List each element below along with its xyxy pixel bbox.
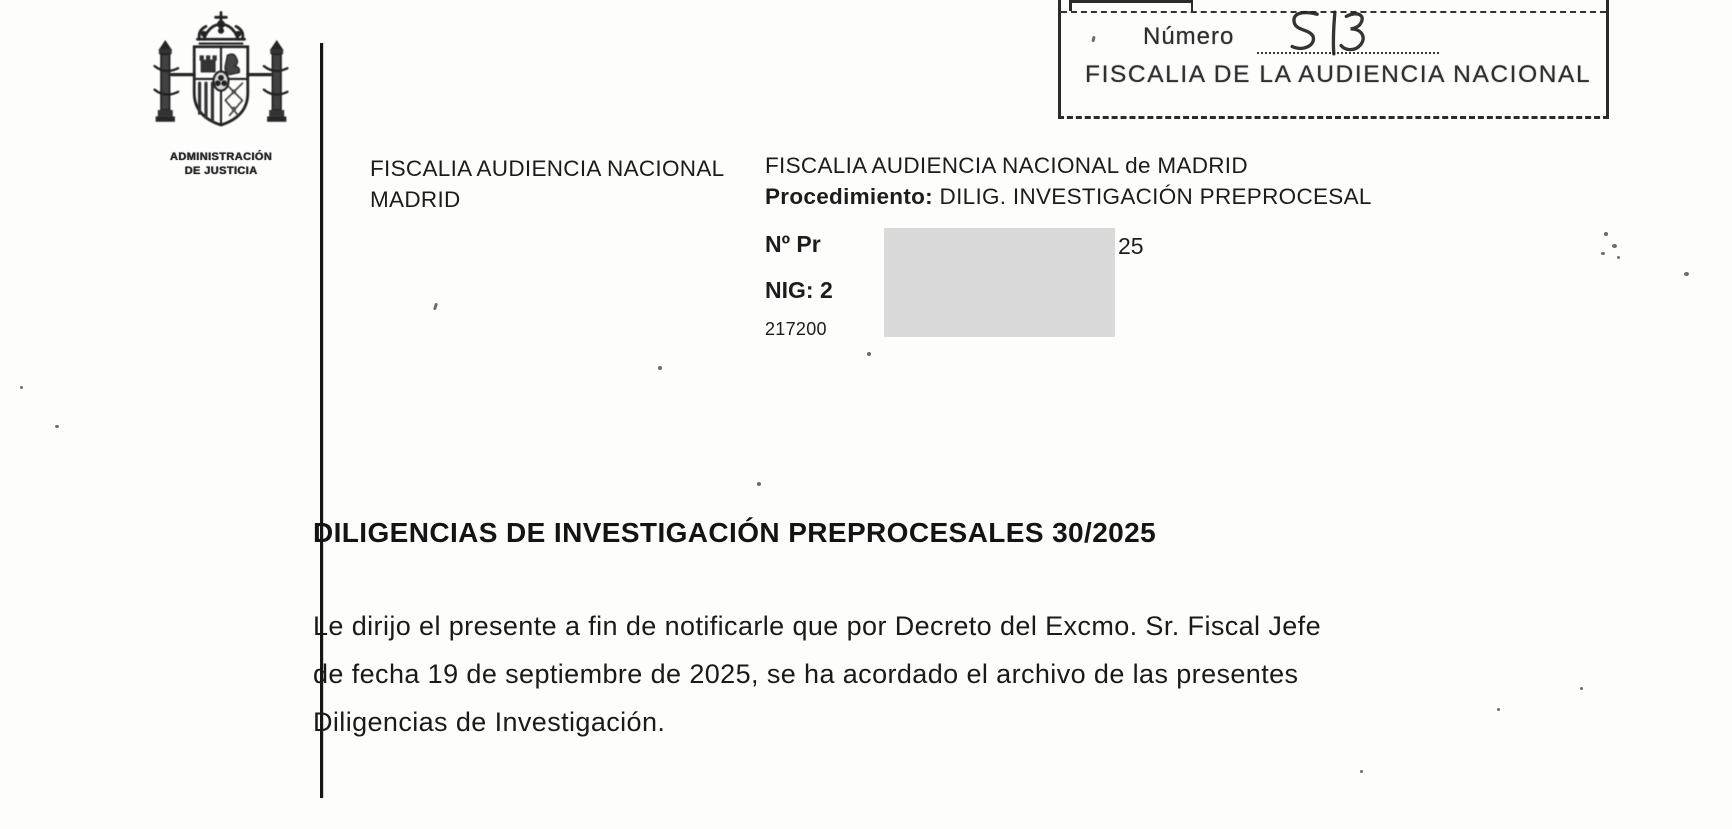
scan-speck [867, 352, 871, 356]
header-left-block [370, 153, 724, 215]
emblem-caption [136, 150, 306, 178]
redaction-box [884, 228, 1115, 337]
stamp-title: FISCALIA DE LA AUDIENCIA NACIONAL [1085, 61, 1592, 88]
body-paragraph [313, 602, 1321, 746]
header-right-line1: FISCALIA AUDIENCIA NACIONAL de MADRID [765, 153, 1248, 178]
scan-speck [1612, 244, 1617, 248]
scan-speck [55, 425, 59, 428]
reference-number: 217200 [765, 319, 827, 339]
scan-speck [1601, 252, 1605, 255]
emblem-caption-line1: ADMINISTRACIÓN [169, 151, 273, 163]
scan-speck [1580, 687, 1583, 690]
procedimiento-value: DILIG. INVESTIGACIÓN PREPROCESAL [932, 184, 1372, 209]
scan-speck [1604, 232, 1608, 236]
scan-speck [658, 366, 662, 370]
body-line-3: Diligencias de Investigación. [313, 707, 666, 737]
body-line-1: Le dirijo el presente a fin de notificarle que por Decreto del Excmo. Sr. Fiscal Jefe [313, 611, 1321, 641]
num-proc-label: Nº Pr [765, 231, 821, 257]
scan-speck [433, 303, 438, 311]
header-left-line2: MADRID [370, 187, 461, 212]
scan-speck [1617, 256, 1620, 259]
scan-speck [20, 386, 23, 389]
coat-of-arms-icon [146, 10, 296, 150]
header-left-line1: FISCALIA AUDIENCIA NACIONAL [370, 156, 725, 181]
stamp-handwritten-number [1283, 8, 1393, 63]
stamp-top-fragment [1069, 0, 1193, 11]
body-line-2: de fecha 19 de septiembre de 2025, se ha acordado el archivo de las presentes [313, 659, 1299, 689]
nig-label: NIG: 2 [765, 277, 833, 303]
scan-speck [1684, 272, 1689, 276]
procedimiento-label: Procedimiento: [765, 184, 933, 209]
scan-speck [757, 482, 761, 486]
emblem-caption-line2: DE JUSTICIA [184, 165, 258, 177]
document-heading: DILIGENCIAS DE INVESTIGACIÓN PREPROCESALES 30/2025 [313, 517, 1157, 548]
num-proc-visible-suffix: 25 [1118, 233, 1144, 259]
stamp-numero-label: Número [1143, 23, 1235, 50]
scan-speck [1497, 708, 1500, 711]
registry-stamp-box [1058, 0, 1609, 119]
scan-speck [1360, 770, 1363, 773]
header-right-line2 [765, 184, 1372, 210]
